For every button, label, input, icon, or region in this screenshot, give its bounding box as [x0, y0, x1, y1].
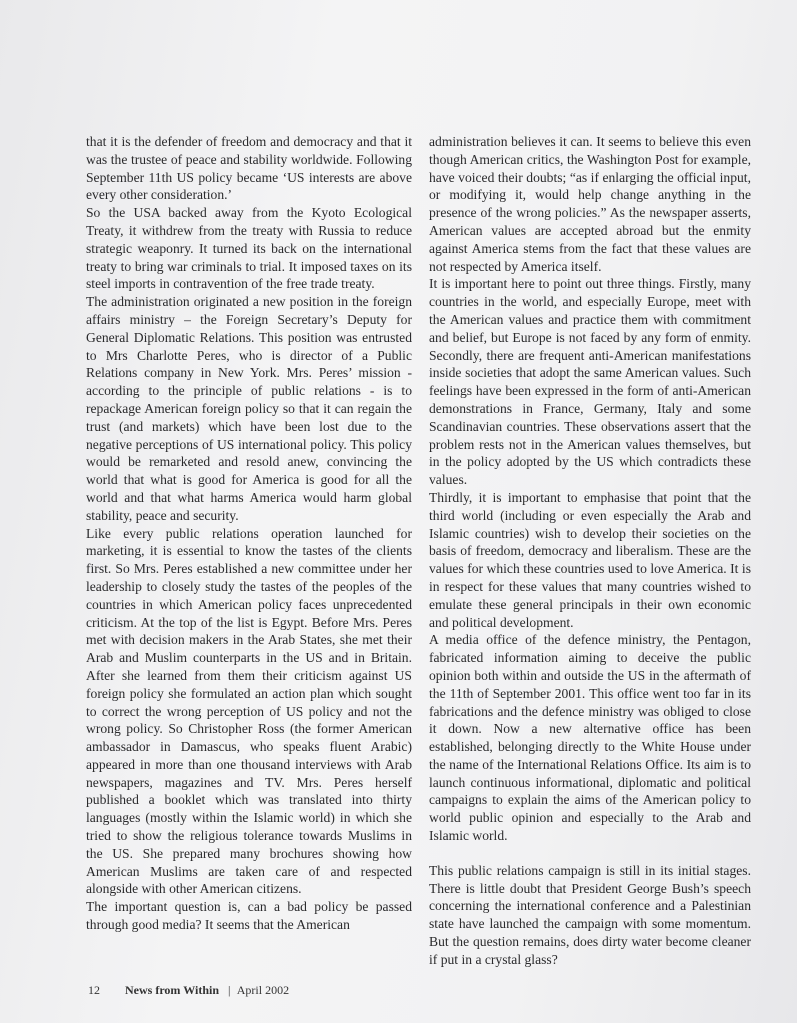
left-text-column [86, 133, 412, 934]
paragraph: that it is the defender of freedom and democracy and that it was the trustee of peace and stability worldwide. Following September 11th US policy became ‘US interests are above every other consideration.’ [86, 134, 412, 203]
page-footer [88, 983, 289, 998]
paragraph: Like every public relations operation launched for marketing, it is essential to know the tastes of the clients first. So Mrs. Peres established a new committee under her leadership to closely study the tastes of the peoples of the countries in which American policy faces unprecedented criticism. At the top of the list is Egypt. Before Mrs. Peres met with decision makers in the Arab States, she met their Arab and Muslim counterparts in the US and in Britain. After she learned from them their criticism against US foreign policy she formulated an action plan which sought to correct the wrong perception of US policy and not the wrong policy. So Christopher Ross (the former American ambassador in Damascus, who speaks fluent Arabic) appeared in more than one thousand interviews with Arab newspapers, magazines and TV. Mrs. Peres herself published a booklet which was translated into thirty languages (mostly within the Islamic world) in which she tried to show the religious tolerance towards Muslims in the US. She prepared many brochures showing how American Muslims are taken care of and respected alongside with other American citizens. [86, 525, 412, 897]
paragraph: A media office of the defence ministry, the Pentagon, fabricated information aiming to deceive the public opinion both within and outside the US in the aftermath of the 11th of September 2001. This office went too far in its fabrications and the defence ministry was obliged to close it down. Now a new alternative office has been established, belonging directly to the White House under the name of the International Relations Office. Its aim is to launch continuous informational, diplomatic and political campaigns to explain the aims of the American policy to world public opinion and especially to the Arab and Islamic world. [429, 632, 751, 844]
paragraph: It is important here to point out three things. Firstly, many countries in the world, and especially Europe, meet with the American values and practice them with commitment and belief, but Europe is not faced by any form of enmity. Secondly, there are frequent anti-American manifestations inside societies that adopt the same American values. Such feelings have been expressed in the form of anti-American demonstrations in France, Germany, Italy and some Scandinavian countries. These observations assert that the problem rests not in the American values themselves, but in the policy adopted by the US which contradicts these values. [429, 276, 751, 488]
page-number: 12 [88, 983, 100, 997]
paragraph: administration believes it can. It seems to believe this even though American critics, the Washington Post for example, have voiced their doubts; “as if enlarging the official input, or modifying it, would help change anything in the presence of the wrong policies.” As the newspaper asserts, American values are accepted abroad but the enmity against America stems from the fact that these values are not respected by America itself. [429, 134, 751, 274]
paragraph: Thirdly, it is important to emphasise that point that the third world (including or even especially the Arab and Islamic countries) wish to develop their societies on the basis of freedom, democracy and liberalism. These are the values for which these countries used to love America. It is in respect for these values that many countries wished to emulate these general principals in their own economic and political development. [429, 489, 751, 630]
publication-name: News from Within [125, 983, 220, 997]
paragraph: The administration originated a new position in the foreign affairs ministry – the Foreign Secretary’s Deputy for General Diplomatic Relations. This position was entrusted to Mrs Charlotte Peres, who is director of a Public Relations company in New York. Mrs. Peres’ mission - according to the principle of public relations - is to repackage American foreign policy so that it can regain the trust (and markets) which have been lost due to the negative perceptions of US international policy. This policy would be remarketed and resold anew, convincing the world that what is good for America is good for all the world and that what harms America would harm global stability, peace and security. [86, 294, 412, 523]
footer-separator: | [228, 983, 231, 997]
paragraph: The important question is, can a bad policy be passed through good media? It seems that the American [86, 899, 412, 933]
paragraph: So the USA backed away from the Kyoto Ecological Treaty, it withdrew from the treaty with Russia to reduce strategic weaponry. It turned its back on the international treaty to bring war criminals to trial. It imposed taxes on its steel imports in contravention of the free trade treaty. [86, 205, 412, 292]
paragraph: This public relations campaign is still in its initial stages. There is little doubt that President George Bush’s speech concerning the international conference and a Palestinian state have launched the campaign with some momentum. But the question remains, does dirty water become cleaner if put in a crystal glass? [429, 862, 751, 967]
right-text-column [429, 133, 751, 969]
issue-date: April 2002 [236, 983, 290, 997]
